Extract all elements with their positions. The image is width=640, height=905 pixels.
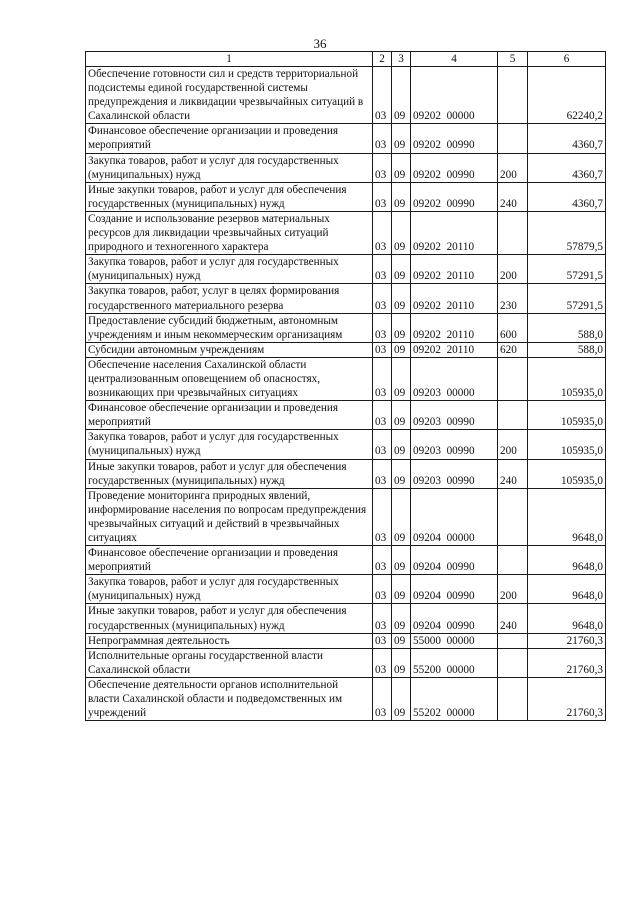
row-subsection-cell: 09 — [392, 546, 411, 575]
row-target-article-cell: 09203 00990 — [411, 401, 498, 430]
table-row — [86, 342, 606, 357]
row-target-article-cell: 09204 00990 — [411, 575, 498, 604]
row-subsection-cell: 09 — [392, 67, 411, 124]
row-target-article-cell: 55200 00000 — [411, 648, 498, 677]
row-target-article-cell: 09204 00000 — [411, 488, 498, 545]
header-col-2: 2 — [373, 52, 392, 67]
table-row — [86, 575, 606, 604]
row-subsection-cell: 09 — [392, 342, 411, 357]
row-amount-cell: 57291,5 — [528, 255, 606, 284]
row-section-cell: 03 — [373, 459, 392, 488]
row-expense-type-cell — [498, 633, 528, 648]
header-col-3: 3 — [392, 52, 411, 67]
row-amount-cell: 62240,2 — [528, 67, 606, 124]
table-row — [86, 255, 606, 284]
row-target-article-cell: 09202 20110 — [411, 211, 498, 254]
header-col-1: 1 — [86, 52, 373, 67]
row-name-cell: Финансовое обеспечение организации и проведения мероприятий — [86, 124, 373, 153]
header-col-5: 5 — [498, 52, 528, 67]
row-name-cell: Проведение мониторинга природных явлений, информирование населения по вопросам предупреждения чрезвычайных ситуаций и действий в чрезвычайных ситуациях — [86, 488, 373, 545]
row-expense-type-cell — [498, 67, 528, 124]
table-row — [86, 284, 606, 313]
table-row — [86, 153, 606, 182]
row-target-article-cell: 09202 20110 — [411, 284, 498, 313]
table-row — [86, 430, 606, 459]
row-amount-cell: 105935,0 — [528, 459, 606, 488]
row-subsection-cell: 09 — [392, 255, 411, 284]
row-section-cell: 03 — [373, 153, 392, 182]
row-target-article-cell: 09204 00990 — [411, 604, 498, 633]
row-subsection-cell: 09 — [392, 575, 411, 604]
row-target-article-cell: 09202 00000 — [411, 67, 498, 124]
row-amount-cell: 4360,7 — [528, 182, 606, 211]
row-section-cell: 03 — [373, 648, 392, 677]
table-row — [86, 604, 606, 633]
row-target-article-cell: 09202 00990 — [411, 124, 498, 153]
row-subsection-cell: 09 — [392, 430, 411, 459]
row-expense-type-cell — [498, 357, 528, 400]
row-expense-type-cell: 230 — [498, 284, 528, 313]
row-section-cell: 03 — [373, 546, 392, 575]
row-target-article-cell: 55000 00000 — [411, 633, 498, 648]
row-amount-cell: 9648,0 — [528, 604, 606, 633]
row-amount-cell: 4360,7 — [528, 124, 606, 153]
row-section-cell: 03 — [373, 575, 392, 604]
row-amount-cell: 4360,7 — [528, 153, 606, 182]
row-name-cell: Предоставление субсидий бюджетным, автономным учреждениям и иным некоммерческим организациям — [86, 313, 373, 342]
row-target-article-cell: 09203 00000 — [411, 357, 498, 400]
row-expense-type-cell — [498, 401, 528, 430]
page-number: 36 — [313, 36, 327, 51]
row-expense-type-cell — [498, 488, 528, 545]
row-name-cell: Создание и использование резервов материальных ресурсов для ликвидации чрезвычайных ситуаций природного и техногенного характера — [86, 211, 373, 254]
row-name-cell: Обеспечение населения Сахалинской области централизованным оповещением об опасностях, возникающих при чрезвычайных ситуациях — [86, 357, 373, 400]
row-name-cell: Закупка товаров, работ и услуг для государственных (муниципальных) нужд — [86, 575, 373, 604]
row-expense-type-cell: 240 — [498, 459, 528, 488]
row-target-article-cell: 09202 00990 — [411, 182, 498, 211]
row-name-cell: Обеспечение деятельности органов исполнительной власти Сахалинской области и подведомственных им учреждений — [86, 677, 373, 720]
row-section-cell: 03 — [373, 430, 392, 459]
row-expense-type-cell: 240 — [498, 182, 528, 211]
row-expense-type-cell: 200 — [498, 430, 528, 459]
row-amount-cell: 21760,3 — [528, 648, 606, 677]
row-name-cell: Исполнительные органы государственной власти Сахалинской области — [86, 648, 373, 677]
row-name-cell: Закупка товаров, работ и услуг для государственных (муниципальных) нужд — [86, 153, 373, 182]
row-subsection-cell: 09 — [392, 401, 411, 430]
table-row — [86, 401, 606, 430]
row-amount-cell: 9648,0 — [528, 546, 606, 575]
row-expense-type-cell — [498, 648, 528, 677]
table-row — [86, 546, 606, 575]
row-name-cell: Иные закупки товаров, работ и услуг для обеспечения государственных (муниципальных) нужд — [86, 459, 373, 488]
row-name-cell: Финансовое обеспечение организации и проведения мероприятий — [86, 546, 373, 575]
header-row — [86, 52, 606, 67]
row-subsection-cell: 09 — [392, 677, 411, 720]
row-amount-cell: 588,0 — [528, 342, 606, 357]
row-subsection-cell: 09 — [392, 124, 411, 153]
row-section-cell: 03 — [373, 488, 392, 545]
row-expense-type-cell: 240 — [498, 604, 528, 633]
table-row — [86, 182, 606, 211]
row-expense-type-cell — [498, 677, 528, 720]
row-section-cell: 03 — [373, 67, 392, 124]
row-amount-cell: 57291,5 — [528, 284, 606, 313]
row-amount-cell: 588,0 — [528, 313, 606, 342]
row-target-article-cell: 09202 20110 — [411, 313, 498, 342]
row-section-cell: 03 — [373, 182, 392, 211]
row-amount-cell: 21760,3 — [528, 633, 606, 648]
table-row — [86, 633, 606, 648]
row-amount-cell: 57879,5 — [528, 211, 606, 254]
row-name-cell: Иные закупки товаров, работ и услуг для обеспечения государственных (муниципальных) нужд — [86, 604, 373, 633]
row-expense-type-cell: 200 — [498, 575, 528, 604]
table-row — [86, 357, 606, 400]
table-row — [86, 648, 606, 677]
row-section-cell: 03 — [373, 677, 392, 720]
row-name-cell: Закупка товаров, работ и услуг для государственных (муниципальных) нужд — [86, 430, 373, 459]
row-section-cell: 03 — [373, 124, 392, 153]
row-name-cell: Непрограммная деятельность — [86, 633, 373, 648]
row-section-cell: 03 — [373, 342, 392, 357]
row-section-cell: 03 — [373, 401, 392, 430]
row-target-article-cell: 09203 00990 — [411, 459, 498, 488]
row-name-cell: Закупка товаров, работ, услуг в целях формирования государственного материального резерва — [86, 284, 373, 313]
budget-table — [85, 51, 606, 721]
row-amount-cell: 105935,0 — [528, 430, 606, 459]
table-row — [86, 124, 606, 153]
row-subsection-cell: 09 — [392, 211, 411, 254]
row-subsection-cell: 09 — [392, 488, 411, 545]
table-row — [86, 211, 606, 254]
row-target-article-cell: 09202 00990 — [411, 153, 498, 182]
row-section-cell: 03 — [373, 284, 392, 313]
row-section-cell: 03 — [373, 211, 392, 254]
row-target-article-cell: 09202 20110 — [411, 255, 498, 284]
table-row — [86, 488, 606, 545]
row-section-cell: 03 — [373, 633, 392, 648]
row-amount-cell: 21760,3 — [528, 677, 606, 720]
row-subsection-cell: 09 — [392, 633, 411, 648]
row-subsection-cell: 09 — [392, 284, 411, 313]
row-name-cell: Финансовое обеспечение организации и проведения мероприятий — [86, 401, 373, 430]
row-target-article-cell: 55202 00000 — [411, 677, 498, 720]
row-subsection-cell: 09 — [392, 357, 411, 400]
row-target-article-cell: 09204 00990 — [411, 546, 498, 575]
row-expense-type-cell: 620 — [498, 342, 528, 357]
row-expense-type-cell: 600 — [498, 313, 528, 342]
table-row — [86, 67, 606, 124]
table-row — [86, 459, 606, 488]
row-name-cell: Обеспечение готовности сил и средств территориальной подсистемы единой государственной системы предупреждения и ликвидации чрезвычайных ситуаций в Сахалинской области — [86, 67, 373, 124]
row-expense-type-cell — [498, 546, 528, 575]
row-subsection-cell: 09 — [392, 648, 411, 677]
row-expense-type-cell — [498, 211, 528, 254]
row-name-cell: Субсидии автономным учреждениям — [86, 342, 373, 357]
row-amount-cell: 105935,0 — [528, 357, 606, 400]
row-expense-type-cell — [498, 124, 528, 153]
row-expense-type-cell: 200 — [498, 153, 528, 182]
row-subsection-cell: 09 — [392, 313, 411, 342]
row-subsection-cell: 09 — [392, 153, 411, 182]
row-expense-type-cell: 200 — [498, 255, 528, 284]
row-section-cell: 03 — [373, 357, 392, 400]
header-col-6: 6 — [528, 52, 606, 67]
row-name-cell: Иные закупки товаров, работ и услуг для обеспечения государственных (муниципальных) нужд — [86, 182, 373, 211]
table-row — [86, 677, 606, 720]
row-amount-cell: 9648,0 — [528, 575, 606, 604]
header-col-4: 4 — [411, 52, 498, 67]
row-section-cell: 03 — [373, 604, 392, 633]
table-body — [86, 67, 606, 721]
row-amount-cell: 9648,0 — [528, 488, 606, 545]
row-target-article-cell: 09203 00990 — [411, 430, 498, 459]
table-row — [86, 313, 606, 342]
row-subsection-cell: 09 — [392, 604, 411, 633]
row-subsection-cell: 09 — [392, 459, 411, 488]
row-name-cell: Закупка товаров, работ и услуг для государственных (муниципальных) нужд — [86, 255, 373, 284]
row-target-article-cell: 09202 20110 — [411, 342, 498, 357]
row-amount-cell: 105935,0 — [528, 401, 606, 430]
row-section-cell: 03 — [373, 255, 392, 284]
row-subsection-cell: 09 — [392, 182, 411, 211]
row-section-cell: 03 — [373, 313, 392, 342]
